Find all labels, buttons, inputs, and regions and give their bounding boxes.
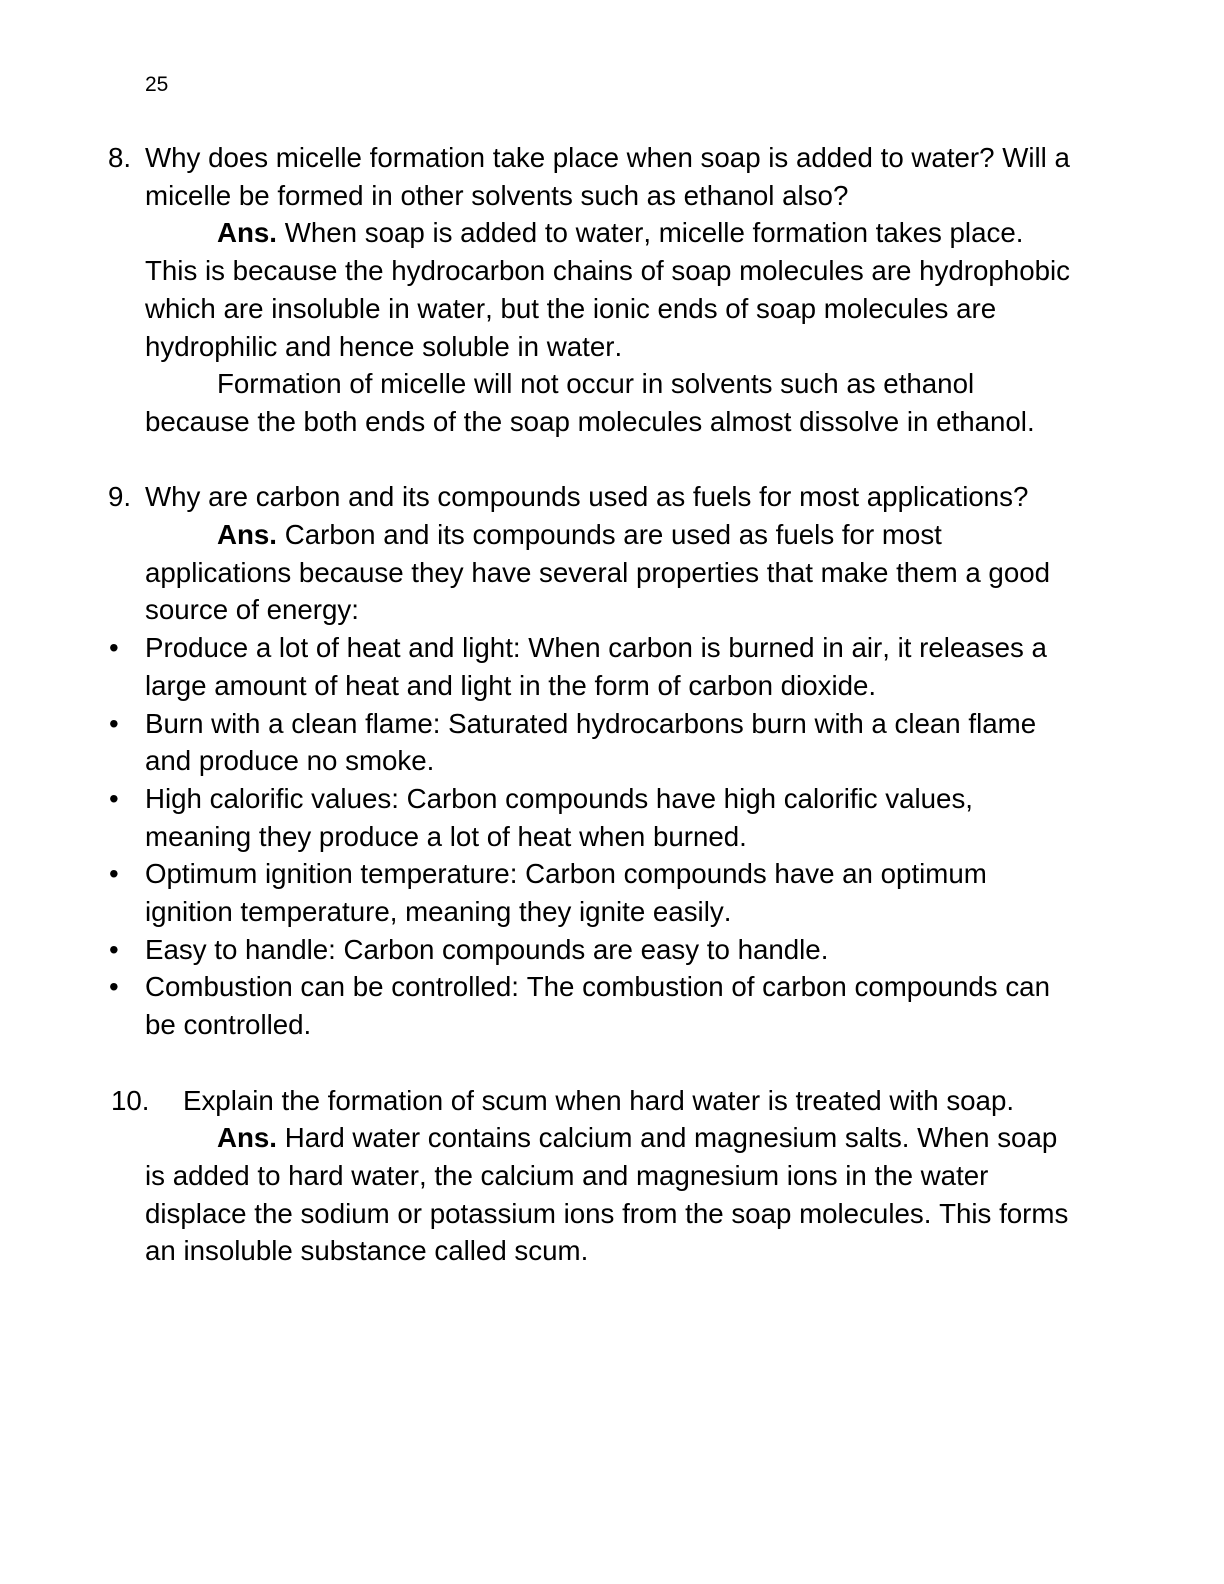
question-9-text: Why are carbon and its compounds used as fuels for most applications? xyxy=(145,481,1029,513)
list-item xyxy=(109,780,1075,855)
document-content xyxy=(108,139,1075,1270)
question-9 xyxy=(108,478,1075,516)
bullet-text: Burn with a clean flame: Saturated hydrocarbons burn with a clean flame and produce no smoke. xyxy=(145,707,1037,777)
question-10-answer-paragraph-1 xyxy=(145,1119,1075,1270)
bullet-marker: • xyxy=(109,782,119,814)
answer-text: Carbon and its compounds are used as fuels for most applications because they have several properties that make them a good source of energy: xyxy=(145,519,1051,626)
bullet-marker: • xyxy=(109,632,119,664)
bullet-marker: • xyxy=(109,971,119,1003)
question-10 xyxy=(111,1082,1075,1120)
answer-label: Ans. xyxy=(217,1122,277,1154)
question-8 xyxy=(108,139,1075,214)
bullet-text: Easy to handle: Carbon compounds are easy to handle. xyxy=(145,933,829,965)
list-item xyxy=(109,629,1075,704)
bullet-text: Produce a lot of heat and light: When carbon is burned in air, it releases a large amount of heat and light in the form of carbon dioxide. xyxy=(145,632,1047,701)
question-10-text: Explain the formation of scum when hard water is treated with soap. xyxy=(183,1084,1015,1116)
answer-label: Ans. xyxy=(217,217,277,249)
list-item xyxy=(109,705,1075,780)
question-8-answer-paragraph-2: Formation of micelle will not occur in solvents such as ethanol because the both ends of the soap molecules almost dissolve in ethanol. xyxy=(145,368,1035,437)
bullet-text: High calorific values: Carbon compounds have high calorific values, meaning they produce a lot of heat when burned. xyxy=(145,782,973,852)
question-8-text: Why does micelle formation take place when soap is added to water? Will a micelle be formed in other solvents such as ethanol also? xyxy=(145,142,1070,211)
bullet-marker: • xyxy=(109,858,119,890)
question-8-answer-paragraph-1 xyxy=(145,214,1075,365)
blank-line xyxy=(145,1044,1075,1082)
answer-text: When soap is added to water, micelle formation takes place. This is because the hydrocarbon chains of soap molecules are hydrophobic which are insoluble in water, but the ionic ends of soap molecules are hydrophilic and hence soluble in water. xyxy=(145,217,1070,362)
answer-text: Hard water contains calcium and magnesium salts. When soap is added to hard water, the calcium and magnesium ions in the water displace the sodium or potassium ions from the soap molecules. This forms an insoluble substance called scum. xyxy=(145,1122,1069,1267)
list-item xyxy=(109,855,1075,930)
question-8-number: 8. xyxy=(108,142,132,173)
answer-label: Ans. xyxy=(217,519,277,551)
list-item xyxy=(109,968,1075,1043)
question-10-number: 10. xyxy=(111,1084,150,1116)
question-9-number: 9. xyxy=(108,481,132,513)
bullet-marker: • xyxy=(109,707,119,739)
question-9-answer-paragraph-1 xyxy=(145,516,1075,629)
blank-line xyxy=(145,441,1075,479)
bullet-text: Optimum ignition temperature: Carbon compounds have an optimum ignition temperature, meaning they ignite easily. xyxy=(145,858,987,928)
bullet-marker: • xyxy=(109,933,119,965)
page-number: 25 xyxy=(145,73,169,96)
list-item xyxy=(109,931,1075,969)
bullet-text: Combustion can be controlled: The combustion of carbon compounds can be controlled. xyxy=(145,971,1050,1041)
